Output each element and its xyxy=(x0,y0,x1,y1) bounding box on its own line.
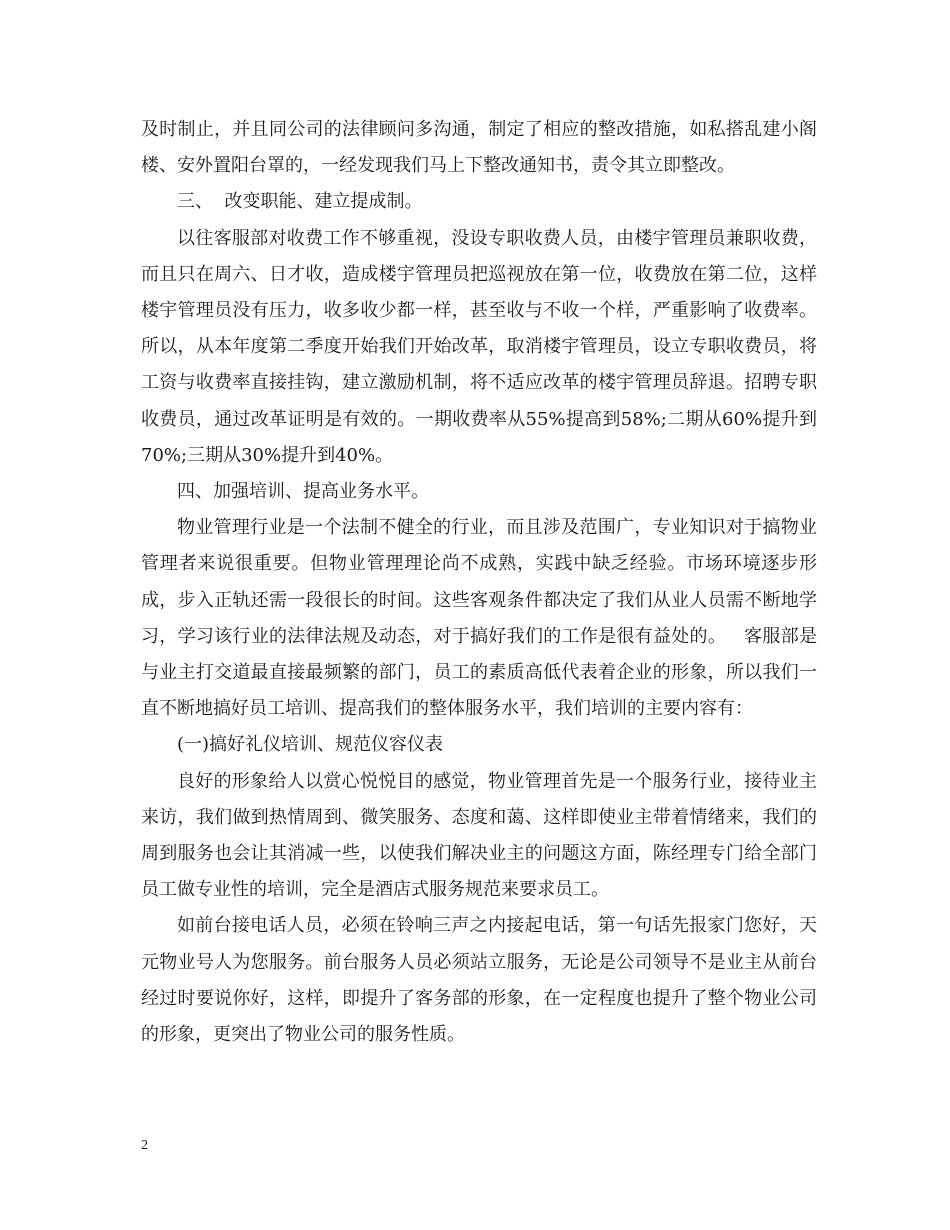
section-heading-three: 三、 改变职能、建立提成制。 xyxy=(177,191,423,213)
paragraph-front-desk: 如前台接电话人员，必须在铃响三声之内接起电话，第一句话先报家门您好，天元物业号人为您服务。前台服务人员必须站立服务，无论是公司领导不是业主从前台经过时要说你好，这样，即提升了客务部的形象，在一定程度也提升了整个物业公司的形象，更突出了物业公司的服务性质。 xyxy=(141,915,817,1046)
paragraph-etiquette: 良好的形象给人以赏心悦悦目的感觉，物业管理首先是一个服务行业，接待业主来访，我们做到热情周到、微笑服务、态度和蔼、这样即使业主带着情绪来，我们的周到服务也会让其消减一些，以使我们解决业主的问题这方面，陈经理专门给全部门员工做专业性的培训，完全是酒店式服务规范来要求员工。 xyxy=(141,770,817,901)
paragraph-training: 物业管理行业是一个法制不健全的行业，而且涉及范围广，专业知识对于搞物业管理者来说很重要。但物业管理理论尚不成熟，实践中缺乏经验。市场环境逐步形成，步入正轨还需一段很长的时间。这些客观条件都决定了我们从业人员需不断地学习，学习该行业的法律法规及动态，对于搞好我们的工作是很有益处的。 客服部是与业主打交道最直接最频繁的部门，员工的素质高低代表着企业的形象，所以我们一直不断地搞好员工培训、提高我们的整体服务水平，我们培训的主要内容有： xyxy=(141,517,817,720)
section-heading-four: 四、加强培训、提高业务水平。 xyxy=(177,481,429,503)
page-number: 2 xyxy=(141,1138,148,1153)
paragraph-fee-reform: 以往客服部对收费工作不够重视，没设专职收费人员，由楼宇管理员兼职收费，而且只在周六、日才收，造成楼宇管理员把巡视放在第一位，收费放在第二位，这样楼宇管理员没有压力，收多收少都一样，甚至收与不收一个样，严重影响了收费率。所以，从本年度第二季度开始我们开始改革，取消楼宇管理员，设立专职收费员，将工资与收费率直接挂钩，建立激励机制，将不适应改革的楼宇管理员辞退。招聘专职收费员，通过改革证明是有效的。一期收费率从55%提高到58%;二期从60%提升到70%;三期从30%提升到40%。 xyxy=(141,227,817,466)
subsection-heading-etiquette: (一)搞好礼仪培训、规范仪容仪表 xyxy=(177,734,444,756)
document-body xyxy=(141,112,817,1053)
paragraph-continuation: 及时制止，并且同公司的法律顾问多沟通，制定了相应的整改措施，如私搭乱建小阁楼、安外置阳台罩的，一经发现我们马上下整改通知书，责令其立即整改。 xyxy=(141,119,817,177)
